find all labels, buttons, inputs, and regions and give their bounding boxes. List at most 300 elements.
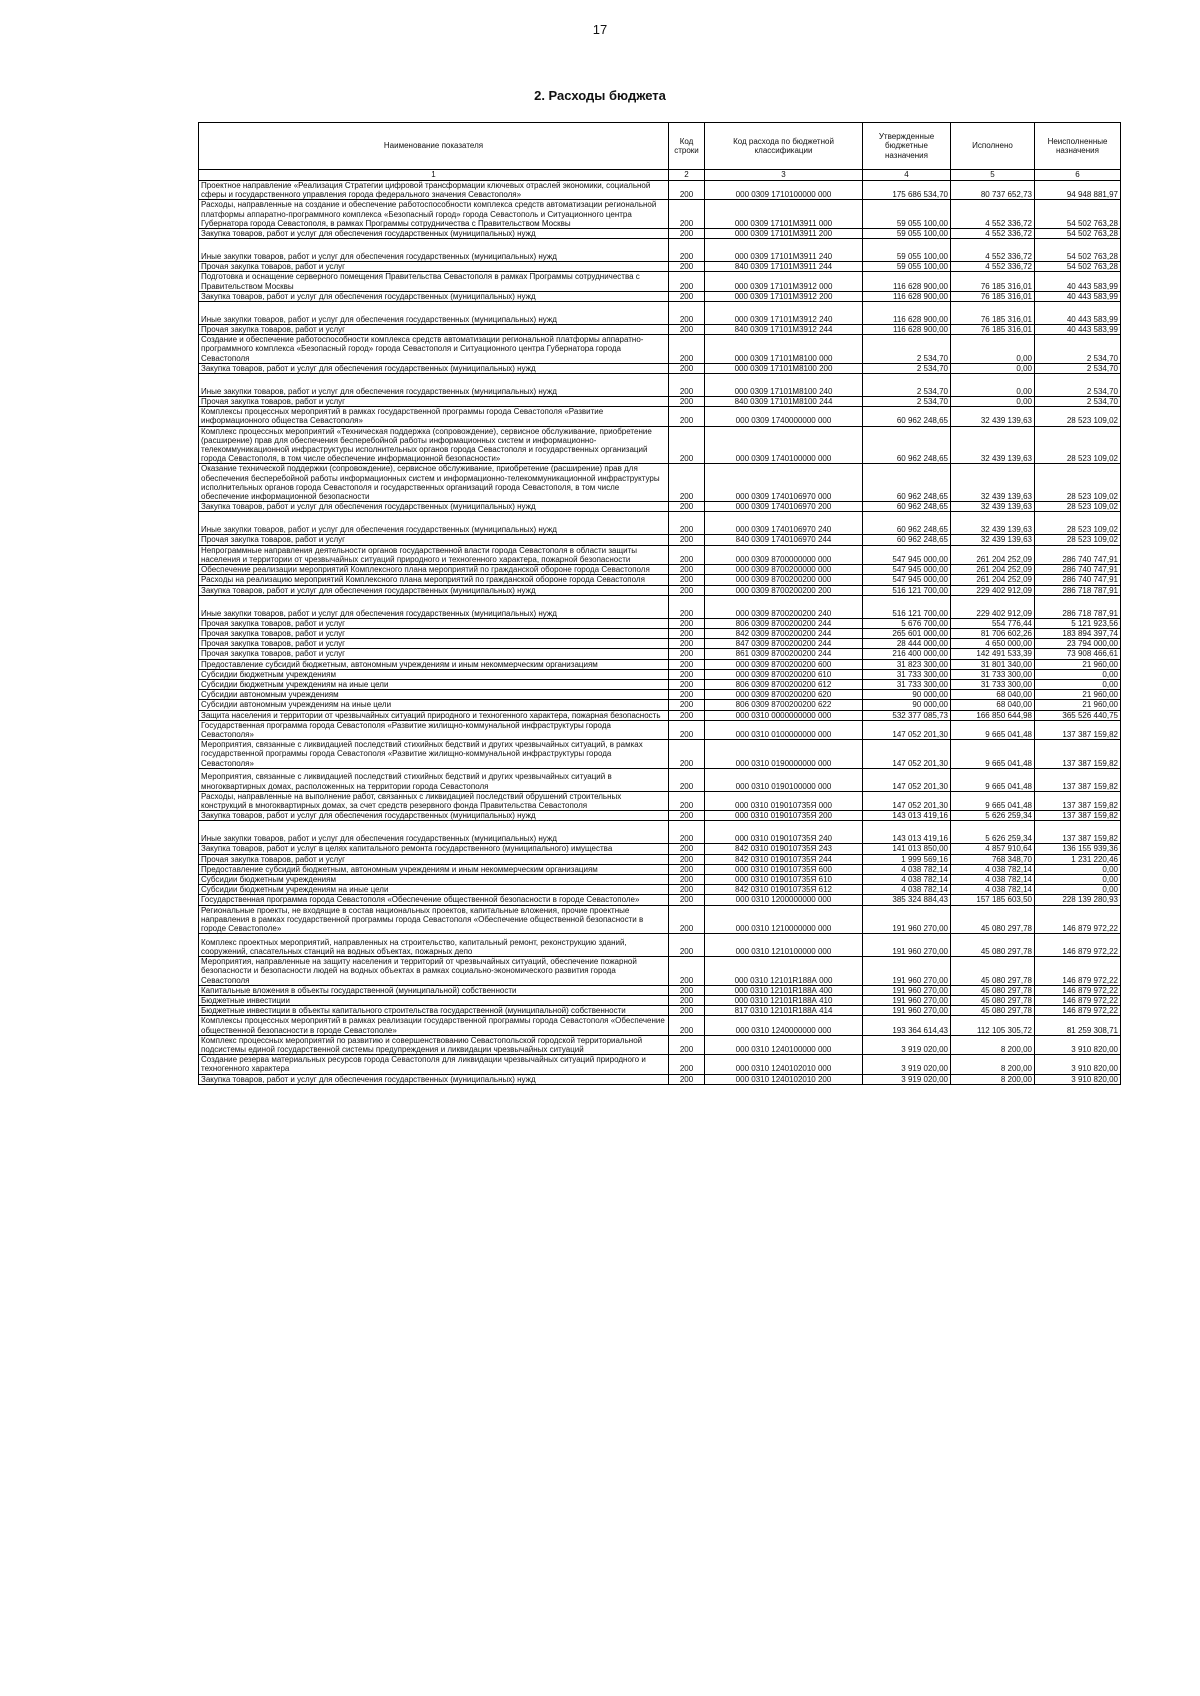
row-approved: 60 962 248,65 xyxy=(863,407,951,426)
row-unexecuted: 137 387 159,82 xyxy=(1035,768,1121,791)
row-approved: 59 055 100,00 xyxy=(863,262,951,272)
table-row xyxy=(199,811,1121,821)
row-name: Прочая закупка товаров, работ и услуг xyxy=(199,649,669,659)
row-executed: 31 801 340,00 xyxy=(951,659,1035,669)
row-name: Прочая закупка товаров, работ и услуг xyxy=(199,535,669,545)
row-approved: 116 628 900,00 xyxy=(863,325,951,335)
row-line-code: 200 xyxy=(669,700,705,710)
row-budget-code: 840 0309 17101М3911 244 xyxy=(705,262,863,272)
row-name: Закупка товаров, работ и услуг для обеспечения государственных (муниципальных) нужд xyxy=(199,363,669,373)
row-executed: 4 038 782,14 xyxy=(951,885,1035,895)
row-approved: 547 945 000,00 xyxy=(863,565,951,575)
row-name: Региональные проекты, не входящие в состав национальных проектов, капитальные вложения, прочие проектные направления в рамках государственной программы города Севастополя «Обеспечение общественной безопасности в городе Севастополе» xyxy=(199,905,669,934)
row-budget-code: 842 0310 019010735Я 612 xyxy=(705,885,863,895)
row-executed: 45 080 297,78 xyxy=(951,934,1035,957)
row-budget-code: 000 0309 17101М8100 200 xyxy=(705,363,863,373)
row-unexecuted: 146 879 972,22 xyxy=(1035,934,1121,957)
row-executed: 261 204 252,09 xyxy=(951,545,1035,564)
header-unexecuted: Неисполненные назначения xyxy=(1035,123,1121,170)
row-approved: 60 962 248,65 xyxy=(863,426,951,464)
row-approved: 2 534,70 xyxy=(863,363,951,373)
row-line-code: 200 xyxy=(669,679,705,689)
row-line-code: 200 xyxy=(669,181,705,200)
row-executed: 229 402 912,09 xyxy=(951,585,1035,595)
table-row xyxy=(199,1035,1121,1054)
table-row xyxy=(199,229,1121,239)
row-unexecuted: 40 443 583,99 xyxy=(1035,272,1121,291)
row-executed: 76 185 316,01 xyxy=(951,272,1035,291)
row-name: Расходы, направленные на создание и обеспечение работоспособности комплекса средств автоматизации региональной платформы аппаратно-программного комплекса «Безопасный город» города Севастополь и Ситуационного центра Губернатора города Севастополя, в рамках Программы сотрудничества с Правительством Москвы xyxy=(199,200,669,229)
row-name: Создание резерва материальных ресурсов города Севастополя для ликвидации чрезвычайных ситуаций природного и техногенного характера xyxy=(199,1055,669,1074)
row-name: Закупка товаров, работ и услуг для обеспечения государственных (муниципальных) нужд xyxy=(199,229,669,239)
column-number: 4 xyxy=(863,170,951,181)
row-line-code: 200 xyxy=(669,864,705,874)
table-row xyxy=(199,864,1121,874)
table-row xyxy=(199,335,1121,364)
row-name: Мероприятия, связанные с ликвидацией последствий стихийных бедствий и других чрезвычайных ситуаций, в рамках государственной программы города Севастополя «Развитие жилищно-коммунальной инфраструктуры города Севастополя» xyxy=(199,740,669,769)
table-row xyxy=(199,649,1121,659)
row-executed: 112 105 305,72 xyxy=(951,1016,1035,1035)
row-approved: 516 121 700,00 xyxy=(863,595,951,618)
row-name: Субсидии автономным учреждениям xyxy=(199,690,669,700)
row-executed: 157 185 603,50 xyxy=(951,895,1035,905)
table-row xyxy=(199,1055,1121,1074)
row-unexecuted: 3 910 820,00 xyxy=(1035,1074,1121,1084)
row-name: Иные закупки товаров, работ и услуг для обеспечения государственных (муниципальных) нужд xyxy=(199,302,669,325)
row-budget-code: 000 0310 1200000000 000 xyxy=(705,895,863,905)
table-row xyxy=(199,585,1121,595)
row-executed: 0,00 xyxy=(951,397,1035,407)
row-name: Закупка товаров, работ и услуг для обеспечения государственных (муниципальных) нужд xyxy=(199,291,669,301)
row-budget-code: 000 0309 8700200200 600 xyxy=(705,659,863,669)
table-row xyxy=(199,934,1121,957)
row-approved: 116 628 900,00 xyxy=(863,272,951,291)
row-line-code: 200 xyxy=(669,669,705,679)
row-approved: 3 919 020,00 xyxy=(863,1055,951,1074)
row-budget-code: 000 0309 1710100000 000 xyxy=(705,181,863,200)
row-unexecuted: 28 523 109,02 xyxy=(1035,502,1121,512)
row-budget-code: 000 0310 1210000000 000 xyxy=(705,905,863,934)
table-row xyxy=(199,239,1121,262)
row-approved: 60 962 248,65 xyxy=(863,535,951,545)
row-line-code: 200 xyxy=(669,464,705,502)
row-budget-code: 000 0309 8700200200 240 xyxy=(705,595,863,618)
row-approved: 191 960 270,00 xyxy=(863,934,951,957)
row-approved: 147 052 201,30 xyxy=(863,791,951,810)
row-unexecuted: 0,00 xyxy=(1035,669,1121,679)
row-unexecuted: 137 387 159,82 xyxy=(1035,821,1121,844)
row-name: Субсидии бюджетным учреждениям xyxy=(199,669,669,679)
row-name: Прочая закупка товаров, работ и услуг xyxy=(199,639,669,649)
row-budget-code: 000 0309 1740106970 000 xyxy=(705,464,863,502)
row-unexecuted: 286 718 787,91 xyxy=(1035,595,1121,618)
row-approved: 385 324 884,43 xyxy=(863,895,951,905)
row-unexecuted: 81 259 308,71 xyxy=(1035,1016,1121,1035)
row-unexecuted: 137 387 159,82 xyxy=(1035,720,1121,739)
row-approved: 2 534,70 xyxy=(863,374,951,397)
row-line-code: 200 xyxy=(669,934,705,957)
row-name: Комплексы процессных мероприятий в рамках государственной программы города Севастополя «Развитие информационного общества Севастополя» xyxy=(199,407,669,426)
row-unexecuted: 146 879 972,22 xyxy=(1035,996,1121,1006)
table-row xyxy=(199,710,1121,720)
row-approved: 547 945 000,00 xyxy=(863,545,951,564)
row-name: Бюджетные инвестиции в объекты капитального строительства государственной (муниципальной) собственности xyxy=(199,1006,669,1016)
table-row xyxy=(199,996,1121,1006)
row-executed: 261 204 252,09 xyxy=(951,565,1035,575)
row-unexecuted: 1 231 220,46 xyxy=(1035,854,1121,864)
row-executed: 45 080 297,78 xyxy=(951,905,1035,934)
row-name: Прочая закупка товаров, работ и услуг xyxy=(199,325,669,335)
row-name: Комплекс процессных мероприятий по развитию и совершенствованию Севастопольской городской территориальной подсистемы единой государственной системы предупреждения и ликвидации чрезвычайных ситуаций xyxy=(199,1035,669,1054)
row-line-code: 200 xyxy=(669,229,705,239)
row-name: Прочая закупка товаров, работ и услуг xyxy=(199,854,669,864)
row-budget-code: 806 0309 8700200200 244 xyxy=(705,618,863,628)
row-name: Прочая закупка товаров, работ и услуг xyxy=(199,618,669,628)
table-row xyxy=(199,768,1121,791)
row-line-code: 200 xyxy=(669,512,705,535)
row-budget-code: 000 0310 1240100000 000 xyxy=(705,1035,863,1054)
row-line-code: 200 xyxy=(669,985,705,995)
section-title: 2. Расходы бюджета xyxy=(534,88,666,103)
row-name: Субсидии бюджетным учреждениям на иные цели xyxy=(199,885,669,895)
row-name: Комплексы процессных мероприятий в рамках реализации государственной программы города Севастополя «Обеспечение общественной безопасности в городе Севастополе» xyxy=(199,1016,669,1035)
row-line-code: 200 xyxy=(669,426,705,464)
row-approved: 28 444 000,00 xyxy=(863,639,951,649)
row-executed: 554 776,44 xyxy=(951,618,1035,628)
row-line-code: 200 xyxy=(669,720,705,739)
row-name: Субсидии бюджетным учреждениям xyxy=(199,874,669,884)
row-name: Субсидии бюджетным учреждениям на иные цели xyxy=(199,679,669,689)
page-number: 17 xyxy=(592,22,608,37)
table-row xyxy=(199,720,1121,739)
row-line-code: 200 xyxy=(669,905,705,934)
row-name: Иные закупки товаров, работ и услуг для обеспечения государственных (муниципальных) нужд xyxy=(199,512,669,535)
row-unexecuted: 0,00 xyxy=(1035,885,1121,895)
row-approved: 147 052 201,30 xyxy=(863,720,951,739)
row-line-code: 200 xyxy=(669,996,705,1006)
row-name: Предоставление субсидий бюджетным, автономным учреждениям и иным некоммерческим организациям xyxy=(199,659,669,669)
table-row xyxy=(199,291,1121,301)
row-executed: 4 857 910,64 xyxy=(951,844,1035,854)
table-row xyxy=(199,679,1121,689)
table-row xyxy=(199,957,1121,986)
row-unexecuted: 28 523 109,02 xyxy=(1035,426,1121,464)
row-budget-code: 000 0309 8700200200 620 xyxy=(705,690,863,700)
row-name: Мероприятия, связанные с ликвидацией последствий стихийных бедствий и других чрезвычайных ситуаций в многоквартирных домах, расположенных на территории города Севастополя xyxy=(199,768,669,791)
row-budget-code: 000 0310 12101R188А 000 xyxy=(705,957,863,986)
row-approved: 1 999 569,16 xyxy=(863,854,951,864)
row-executed: 31 733 300,00 xyxy=(951,669,1035,679)
row-executed: 4 552 336,72 xyxy=(951,239,1035,262)
table-row xyxy=(199,669,1121,679)
row-name: Капитальные вложения в объекты государственной (муниципальной) собственности xyxy=(199,985,669,995)
row-budget-code: 806 0309 8700200200 622 xyxy=(705,700,863,710)
row-unexecuted: 137 387 159,82 xyxy=(1035,791,1121,810)
row-name: Закупка товаров, работ и услуг в целях капитального ремонта государственного (муниципального) имущества xyxy=(199,844,669,854)
row-name: Подготовка и оснащение серверного помещения Правительства Севастополя в рамках Программы сотрудничества с Правительством Москвы xyxy=(199,272,669,291)
row-budget-code: 000 0309 1740000000 000 xyxy=(705,407,863,426)
row-line-code: 200 xyxy=(669,659,705,669)
row-approved: 2 534,70 xyxy=(863,335,951,364)
row-approved: 191 960 270,00 xyxy=(863,985,951,995)
row-approved: 116 628 900,00 xyxy=(863,291,951,301)
row-line-code: 200 xyxy=(669,1035,705,1054)
row-budget-code: 000 0309 17101М3911 200 xyxy=(705,229,863,239)
row-budget-code: 000 0309 17101М3911 240 xyxy=(705,239,863,262)
header-approved: Утвержденные бюджетные назначения xyxy=(863,123,951,170)
row-name: Закупка товаров, работ и услуг для обеспечения государственных (муниципальных) нужд xyxy=(199,1074,669,1084)
row-executed: 31 733 300,00 xyxy=(951,679,1035,689)
row-line-code: 200 xyxy=(669,821,705,844)
table-row xyxy=(199,639,1121,649)
row-executed: 261 204 252,09 xyxy=(951,575,1035,585)
row-budget-code: 000 0309 8700200200 610 xyxy=(705,669,863,679)
row-line-code: 200 xyxy=(669,639,705,649)
row-line-code: 200 xyxy=(669,565,705,575)
row-line-code: 200 xyxy=(669,1074,705,1084)
row-executed: 9 665 041,48 xyxy=(951,768,1035,791)
row-unexecuted: 183 894 397,74 xyxy=(1035,628,1121,638)
row-budget-code: 000 0309 17101М8100 000 xyxy=(705,335,863,364)
row-line-code: 200 xyxy=(669,262,705,272)
row-unexecuted: 3 910 820,00 xyxy=(1035,1055,1121,1074)
table-row xyxy=(199,874,1121,884)
row-approved: 265 601 000,00 xyxy=(863,628,951,638)
row-name: Обеспечение реализации мероприятий Комплексного плана мероприятий по гражданской обороне города Севастополя xyxy=(199,565,669,575)
row-unexecuted: 40 443 583,99 xyxy=(1035,302,1121,325)
row-budget-code: 842 0310 019010735Я 243 xyxy=(705,844,863,854)
table-body xyxy=(199,181,1121,1085)
row-executed: 32 439 139,63 xyxy=(951,426,1035,464)
row-unexecuted: 0,00 xyxy=(1035,679,1121,689)
table-row xyxy=(199,545,1121,564)
row-name: Иные закупки товаров, работ и услуг для обеспечения государственных (муниципальных) нужд xyxy=(199,821,669,844)
table-row xyxy=(199,575,1121,585)
column-number: 6 xyxy=(1035,170,1121,181)
row-line-code: 200 xyxy=(669,1055,705,1074)
row-line-code: 200 xyxy=(669,690,705,700)
row-executed: 45 080 297,78 xyxy=(951,957,1035,986)
table-row xyxy=(199,740,1121,769)
row-unexecuted: 21 960,00 xyxy=(1035,690,1121,700)
row-approved: 4 038 782,14 xyxy=(863,885,951,895)
row-approved: 193 364 614,43 xyxy=(863,1016,951,1035)
row-approved: 191 960 270,00 xyxy=(863,957,951,986)
row-line-code: 200 xyxy=(669,1006,705,1016)
row-budget-code: 840 0309 17101М3912 244 xyxy=(705,325,863,335)
row-line-code: 200 xyxy=(669,768,705,791)
row-line-code: 200 xyxy=(669,291,705,301)
row-budget-code: 000 0310 019010735Я 600 xyxy=(705,864,863,874)
row-approved: 31 733 300,00 xyxy=(863,669,951,679)
row-budget-code: 000 0309 17101М3912 200 xyxy=(705,291,863,301)
row-budget-code: 000 0310 1240102010 000 xyxy=(705,1055,863,1074)
row-line-code: 200 xyxy=(669,885,705,895)
row-executed: 68 040,00 xyxy=(951,700,1035,710)
row-budget-code: 840 0309 17101М8100 244 xyxy=(705,397,863,407)
table-row xyxy=(199,374,1121,397)
row-line-code: 200 xyxy=(669,895,705,905)
row-unexecuted: 286 740 747,91 xyxy=(1035,545,1121,564)
row-budget-code: 000 0310 12101R188А 400 xyxy=(705,985,863,995)
row-budget-code: 000 0310 12101R188А 410 xyxy=(705,996,863,1006)
row-executed: 45 080 297,78 xyxy=(951,996,1035,1006)
row-executed: 68 040,00 xyxy=(951,690,1035,700)
table-row xyxy=(199,397,1121,407)
row-unexecuted: 228 139 280,93 xyxy=(1035,895,1121,905)
row-executed: 32 439 139,63 xyxy=(951,502,1035,512)
row-executed: 81 706 602,26 xyxy=(951,628,1035,638)
row-budget-code: 000 0310 0190000000 000 xyxy=(705,740,863,769)
table-row xyxy=(199,1074,1121,1084)
table-row xyxy=(199,363,1121,373)
table-row xyxy=(199,690,1121,700)
row-budget-code: 000 0309 1740100000 000 xyxy=(705,426,863,464)
table-row xyxy=(199,700,1121,710)
row-executed: 4 038 782,14 xyxy=(951,874,1035,884)
table-row xyxy=(199,905,1121,934)
row-approved: 59 055 100,00 xyxy=(863,239,951,262)
row-name: Государственная программа города Севастополя «Обеспечение общественной безопасности в городе Севастополе» xyxy=(199,895,669,905)
row-unexecuted: 146 879 972,22 xyxy=(1035,1006,1121,1016)
row-line-code: 200 xyxy=(669,649,705,659)
row-executed: 8 200,00 xyxy=(951,1035,1035,1054)
row-executed: 768 348,70 xyxy=(951,854,1035,864)
header-executed: Исполнено xyxy=(951,123,1035,170)
row-approved: 547 945 000,00 xyxy=(863,575,951,585)
row-budget-code: 861 0309 8700200200 244 xyxy=(705,649,863,659)
row-budget-code: 000 0309 1740106970 200 xyxy=(705,502,863,512)
row-approved: 4 038 782,14 xyxy=(863,874,951,884)
column-number: 5 xyxy=(951,170,1035,181)
row-name: Закупка товаров, работ и услуг для обеспечения государственных (муниципальных) нужд xyxy=(199,585,669,595)
row-executed: 8 200,00 xyxy=(951,1055,1035,1074)
row-unexecuted: 0,00 xyxy=(1035,864,1121,874)
row-executed: 229 402 912,09 xyxy=(951,595,1035,618)
row-unexecuted: 21 960,00 xyxy=(1035,659,1121,669)
row-budget-code: 817 0310 12101R188А 414 xyxy=(705,1006,863,1016)
row-line-code: 200 xyxy=(669,854,705,864)
row-budget-code: 842 0310 019010735Я 244 xyxy=(705,854,863,864)
row-approved: 59 055 100,00 xyxy=(863,229,951,239)
row-approved: 143 013 419,16 xyxy=(863,821,951,844)
row-unexecuted: 73 908 466,61 xyxy=(1035,649,1121,659)
row-line-code: 200 xyxy=(669,844,705,854)
table-row xyxy=(199,628,1121,638)
row-executed: 32 439 139,63 xyxy=(951,535,1035,545)
row-approved: 4 038 782,14 xyxy=(863,864,951,874)
row-budget-code: 000 0309 17101М3912 240 xyxy=(705,302,863,325)
row-approved: 147 052 201,30 xyxy=(863,740,951,769)
row-line-code: 200 xyxy=(669,545,705,564)
row-line-code: 200 xyxy=(669,595,705,618)
row-executed: 32 439 139,63 xyxy=(951,512,1035,535)
row-budget-code: 000 0310 019010735Я 240 xyxy=(705,821,863,844)
table-row xyxy=(199,512,1121,535)
row-executed: 4 552 336,72 xyxy=(951,200,1035,229)
table-row xyxy=(199,535,1121,545)
row-budget-code: 847 0309 8700200200 244 xyxy=(705,639,863,649)
row-approved: 516 121 700,00 xyxy=(863,585,951,595)
header-budget-code: Код расхода по бюджетной классификации xyxy=(705,123,863,170)
row-name: Иные закупки товаров, работ и услуг для обеспечения государственных (муниципальных) нужд xyxy=(199,239,669,262)
row-approved: 90 000,00 xyxy=(863,690,951,700)
row-unexecuted: 3 910 820,00 xyxy=(1035,1035,1121,1054)
row-unexecuted: 21 960,00 xyxy=(1035,700,1121,710)
row-line-code: 200 xyxy=(669,628,705,638)
row-approved: 60 962 248,65 xyxy=(863,502,951,512)
row-unexecuted: 286 740 747,91 xyxy=(1035,575,1121,585)
row-budget-code: 806 0309 8700200200 612 xyxy=(705,679,863,689)
table-row xyxy=(199,200,1121,229)
row-budget-code: 000 0309 17101М3911 000 xyxy=(705,200,863,229)
table-row xyxy=(199,618,1121,628)
row-budget-code: 000 0310 0100000000 000 xyxy=(705,720,863,739)
row-budget-code: 000 0309 17101М3912 000 xyxy=(705,272,863,291)
row-unexecuted: 136 155 939,36 xyxy=(1035,844,1121,854)
row-line-code: 200 xyxy=(669,374,705,397)
row-name: Иные закупки товаров, работ и услуг для обеспечения государственных (муниципальных) нужд xyxy=(199,595,669,618)
row-executed: 0,00 xyxy=(951,335,1035,364)
row-line-code: 200 xyxy=(669,272,705,291)
row-executed: 8 200,00 xyxy=(951,1074,1035,1084)
row-approved: 3 919 020,00 xyxy=(863,1035,951,1054)
row-executed: 4 038 782,14 xyxy=(951,864,1035,874)
table-row xyxy=(199,844,1121,854)
row-unexecuted: 137 387 159,82 xyxy=(1035,740,1121,769)
row-name: Бюджетные инвестиции xyxy=(199,996,669,1006)
row-name: Государственная программа города Севастополя «Развитие жилищно-коммунальной инфраструктуры города Севастополя» xyxy=(199,720,669,739)
row-unexecuted: 5 121 923,56 xyxy=(1035,618,1121,628)
row-unexecuted: 54 502 763,28 xyxy=(1035,239,1121,262)
row-name: Непрограммные направления деятельности органов государственной власти города Севастополя в области защиты населения и территории от чрезвычайных ситуаций природного и техногенного характера, пожарной безопасности xyxy=(199,545,669,564)
row-approved: 116 628 900,00 xyxy=(863,302,951,325)
row-unexecuted: 0,00 xyxy=(1035,874,1121,884)
row-line-code: 200 xyxy=(669,397,705,407)
row-name: Прочая закупка товаров, работ и услуг xyxy=(199,397,669,407)
row-unexecuted: 286 718 787,91 xyxy=(1035,585,1121,595)
row-executed: 5 626 259,34 xyxy=(951,821,1035,844)
row-line-code: 200 xyxy=(669,710,705,720)
row-line-code: 200 xyxy=(669,1016,705,1035)
row-unexecuted: 2 534,70 xyxy=(1035,335,1121,364)
row-name: Закупка товаров, работ и услуг для обеспечения государственных (муниципальных) нужд xyxy=(199,811,669,821)
row-unexecuted: 54 502 763,28 xyxy=(1035,200,1121,229)
row-approved: 60 962 248,65 xyxy=(863,512,951,535)
table-row xyxy=(199,821,1121,844)
row-budget-code: 000 0310 019010735Я 610 xyxy=(705,874,863,884)
row-unexecuted: 2 534,70 xyxy=(1035,374,1121,397)
row-executed: 76 185 316,01 xyxy=(951,291,1035,301)
row-line-code: 200 xyxy=(669,811,705,821)
row-approved: 147 052 201,30 xyxy=(863,768,951,791)
row-line-code: 200 xyxy=(669,302,705,325)
row-unexecuted: 137 387 159,82 xyxy=(1035,811,1121,821)
row-budget-code: 000 0310 019010735Я 000 xyxy=(705,791,863,810)
row-approved: 175 686 534,70 xyxy=(863,181,951,200)
column-number: 2 xyxy=(669,170,705,181)
row-executed: 80 737 652,73 xyxy=(951,181,1035,200)
table-row xyxy=(199,791,1121,810)
row-budget-code: 842 0309 8700200200 244 xyxy=(705,628,863,638)
row-approved: 31 823 300,00 xyxy=(863,659,951,669)
table-row xyxy=(199,407,1121,426)
row-line-code: 200 xyxy=(669,325,705,335)
table-header-row xyxy=(199,123,1121,170)
row-executed: 4 552 336,72 xyxy=(951,229,1035,239)
table-row xyxy=(199,464,1121,502)
row-name: Защита населения и территории от чрезвычайных ситуаций природного и техногенного характера, пожарная безопасность xyxy=(199,710,669,720)
